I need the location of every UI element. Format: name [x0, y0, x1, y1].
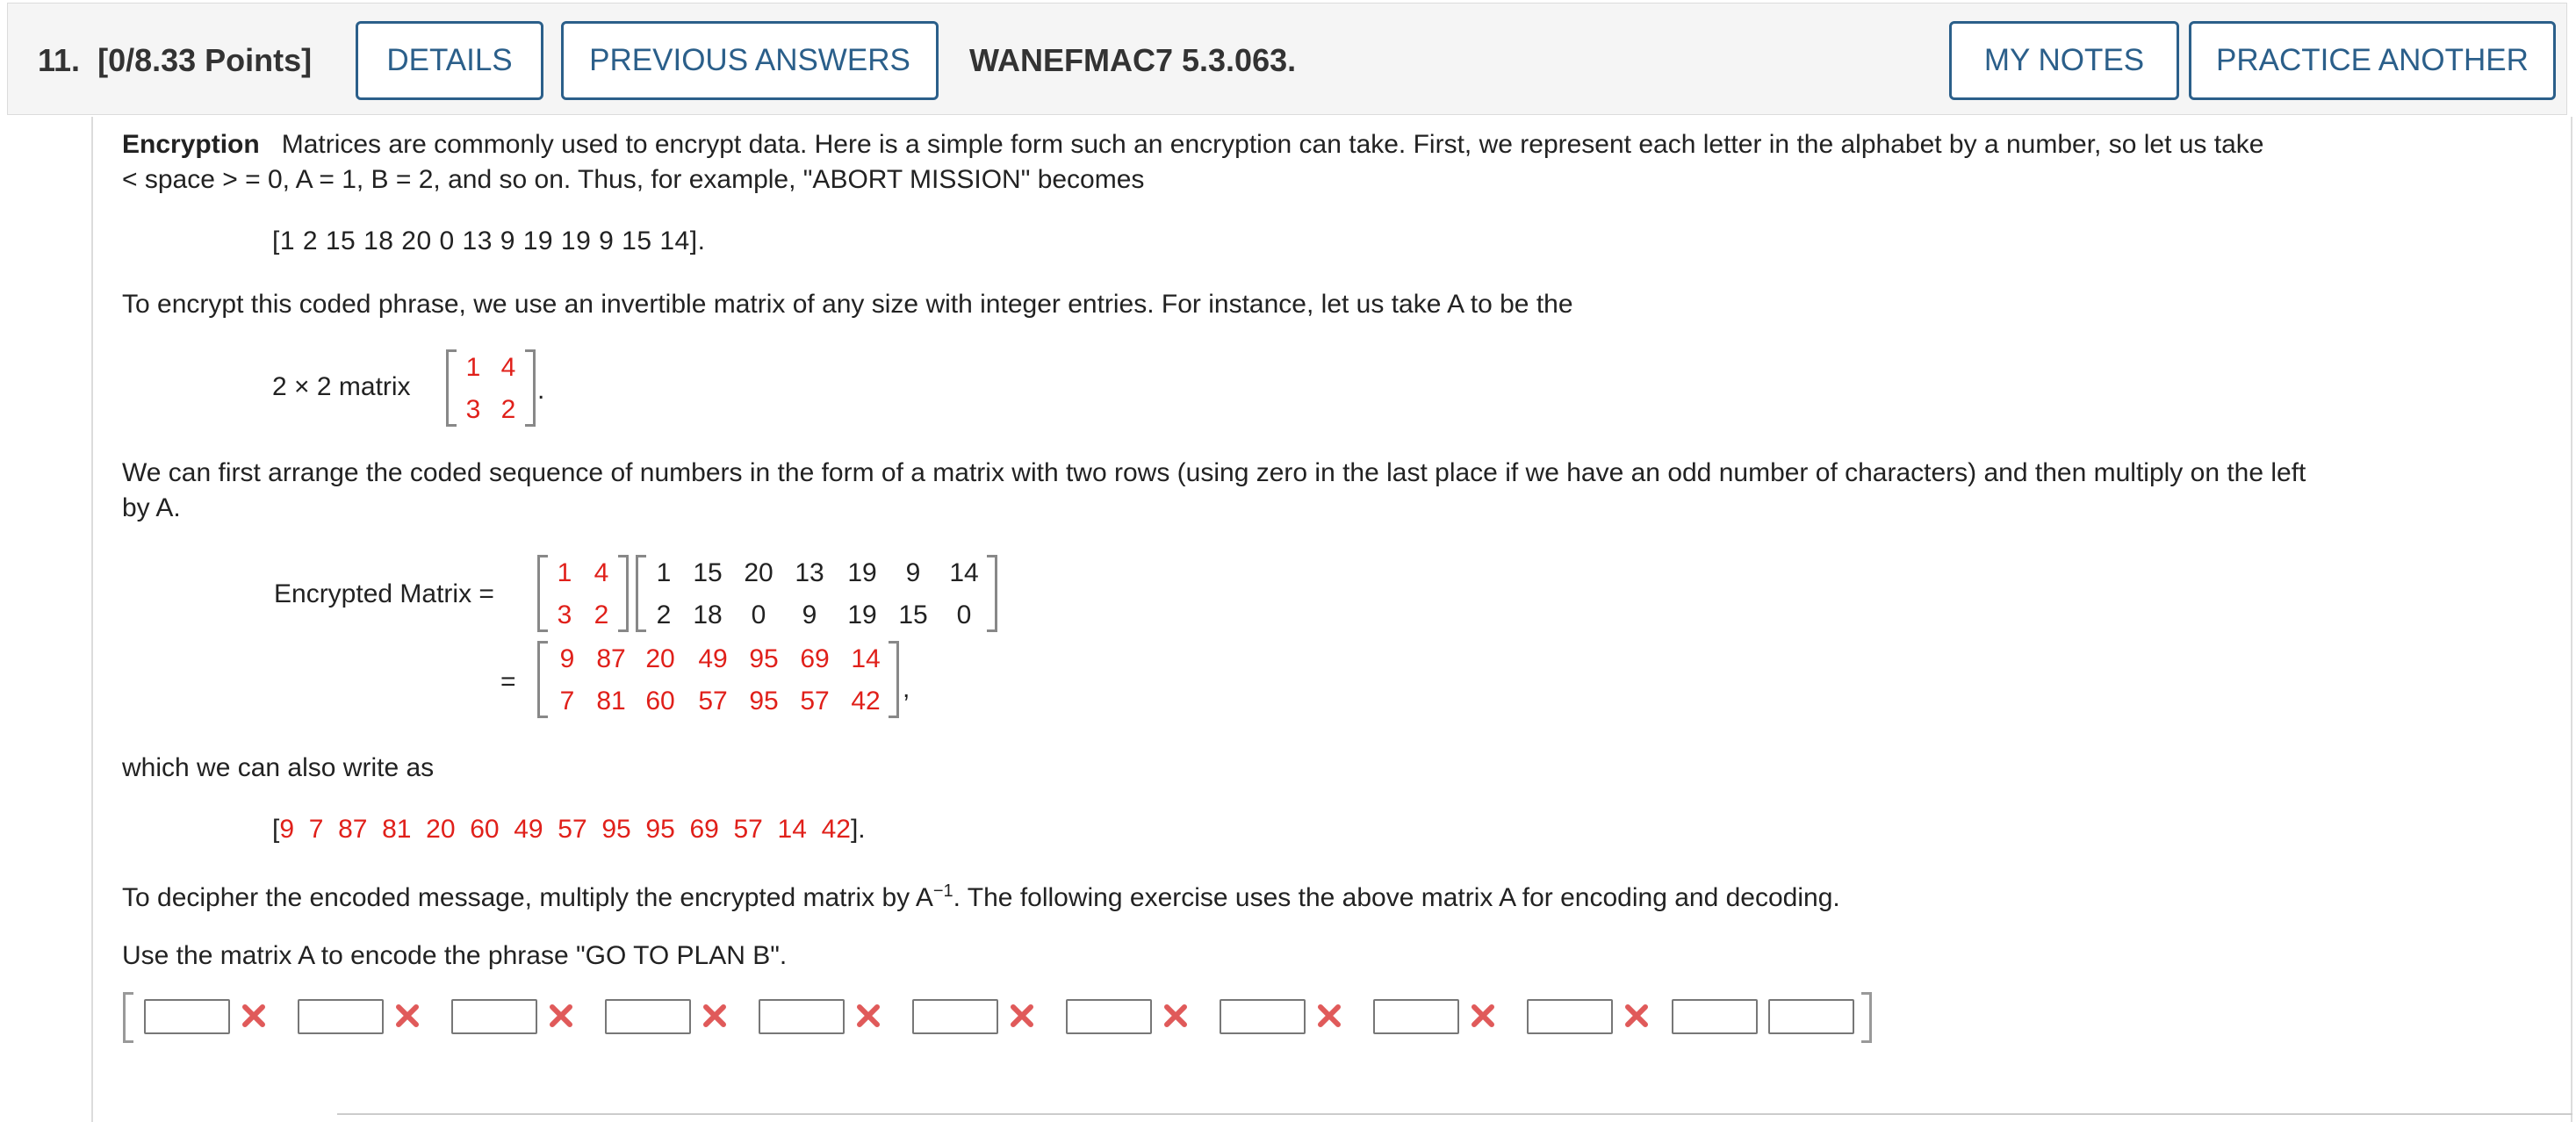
- matrix-a-left-bracket: [446, 349, 457, 427]
- answer-input-4[interactable]: [605, 999, 691, 1034]
- equals-sign: =: [500, 667, 516, 696]
- intro-title: Encryption: [122, 130, 260, 159]
- encoded-values: [279, 815, 851, 844]
- result-matrix-right-bracket: [889, 641, 899, 718]
- encrypt-sentence: To encrypt this coded phrase, we use an invertible matrix of any size with integer entries. For instance, let us take A to be the: [122, 290, 1573, 319]
- answer-input-8[interactable]: [1220, 999, 1306, 1034]
- intro-line-2: < space > = 0, A = 1, B = 2, and so on. Thus, for example, "ABORT MISSION" becomes: [122, 165, 1145, 194]
- encoded-value: 7: [308, 815, 324, 844]
- incorrect-x-icon: [1468, 1001, 1498, 1031]
- encrypt-a-cell: 3: [557, 601, 572, 629]
- answer-left-bracket: [123, 992, 133, 1043]
- matrix-a-cell: 4: [500, 353, 516, 382]
- answer-input-5[interactable]: [759, 999, 845, 1034]
- intro-text: Matrices are commonly used to encrypt data. Here is a simple form such an encryption can take. First, we represent each letter in the alphabet by a number, so let us take: [281, 130, 2264, 159]
- coded-matrix-cell: 20: [744, 558, 774, 587]
- answer-right-bracket: [1861, 992, 1872, 1043]
- encoded-value: 57: [733, 815, 763, 844]
- incorrect-x-icon: [853, 1001, 883, 1031]
- encoded-value: 95: [645, 815, 675, 844]
- answer-input-10[interactable]: [1527, 999, 1613, 1034]
- encoded-value: 87: [338, 815, 368, 844]
- question-number: 11.: [38, 42, 81, 78]
- incorrect-x-icon: [1161, 1001, 1191, 1031]
- encoded-value: 60: [470, 815, 500, 844]
- encrypt-a-right-bracket: [618, 555, 629, 632]
- question-header: [7, 3, 2567, 115]
- coded-matrix-cell: 14: [949, 558, 979, 587]
- incorrect-x-icon: [1007, 1001, 1037, 1031]
- answer-input-12[interactable]: [1768, 999, 1854, 1034]
- result-matrix-cell: 95: [749, 644, 779, 673]
- answer-input-1[interactable]: [144, 999, 230, 1034]
- encoded-value: 95: [601, 815, 631, 844]
- coded-matrix-cell: 15: [898, 601, 928, 629]
- bottom-divider: [337, 1113, 2572, 1115]
- also-write-sentence: which we can also write as: [122, 753, 435, 782]
- result-matrix-cell: 57: [800, 687, 830, 716]
- arrange-sentence-2: by A.: [122, 493, 181, 522]
- question-code: WANEFMAC7 5.3.063.: [969, 42, 1297, 78]
- practice-another-button[interactable]: PRACTICE ANOTHER: [2189, 21, 2556, 100]
- result-matrix-cell: 42: [851, 687, 881, 716]
- question-points: [0/8.33 Points]: [97, 42, 313, 78]
- coded-matrix-cell: 18: [693, 601, 723, 629]
- matrix-a-cell: 1: [465, 353, 481, 382]
- incorrect-x-icon: [700, 1001, 730, 1031]
- result-matrix-cell: 57: [698, 687, 728, 716]
- my-notes-button[interactable]: MY NOTES: [1949, 21, 2179, 100]
- intro-line-1: [122, 130, 2263, 160]
- encoded-value: 49: [514, 815, 543, 844]
- encoded-value: 20: [426, 815, 456, 844]
- encoded-value: 69: [689, 815, 719, 844]
- previous-answers-button[interactable]: PREVIOUS ANSWERS: [561, 21, 939, 100]
- coded-matrix-right-bracket: [987, 555, 997, 632]
- result-matrix-cell: 7: [559, 687, 575, 716]
- question-number-points: [38, 42, 312, 79]
- answer-input-2[interactable]: [298, 999, 384, 1034]
- incorrect-x-icon: [392, 1001, 422, 1031]
- decipher-sentence: To decipher the encoded message, multiply the encrypted matrix by $A^{-1}$. The following exercise uses the above matrix A for encoding and decoding.: [122, 881, 1840, 912]
- result-matrix-cell: 69: [800, 644, 830, 673]
- result-matrix-cell: 49: [698, 644, 728, 673]
- sequence-open-bracket: [: [272, 815, 280, 844]
- result-matrix-cell: 9: [559, 644, 575, 673]
- answer-input-6[interactable]: [912, 999, 998, 1034]
- encrypt-a-left-bracket: [537, 555, 548, 632]
- task-sentence: Use the matrix A to encode the phrase "GO TO PLAN B".: [122, 941, 788, 970]
- incorrect-x-icon: [1314, 1001, 1344, 1031]
- coded-matrix-cell: 13: [795, 558, 824, 587]
- coded-matrix-cell: 19: [847, 558, 877, 587]
- answer-input-9[interactable]: [1373, 999, 1459, 1034]
- coded-matrix-cell: 15: [693, 558, 723, 587]
- coded-matrix-cell: 2: [656, 601, 672, 629]
- encoded-sequence: [272, 815, 866, 845]
- result-matrix-cell: 14: [851, 644, 881, 673]
- inverse-superscript: −1: [932, 881, 953, 901]
- encoded-value: 57: [558, 815, 587, 844]
- matrix-label: 2 × 2 matrix: [272, 372, 411, 401]
- matrix-a-cell: 2: [500, 395, 516, 424]
- matrix-a-cell: 3: [465, 395, 481, 424]
- coded-matrix-cell: 9: [905, 558, 921, 587]
- arrange-sentence-1: We can first arrange the coded sequence of numbers in the form of a matrix with two rows (using zero in the last place if we have an odd number of characters) and then multiply on the left: [122, 458, 2306, 487]
- details-button[interactable]: DETAILS: [356, 21, 543, 100]
- encoded-value: 9: [279, 815, 295, 844]
- coded-sequence: [1 2 15 18 20 0 13 9 19 19 9 15 14].: [272, 227, 706, 255]
- coded-matrix-cell: 19: [847, 601, 877, 629]
- encrypt-a-cell: 1: [557, 558, 572, 587]
- encoded-value: 42: [821, 815, 851, 844]
- question-content: [91, 117, 2572, 1122]
- encrypted-matrix-label: Encrypted Matrix =: [274, 579, 494, 608]
- comma: ,: [903, 674, 910, 703]
- incorrect-x-icon: [546, 1001, 576, 1031]
- result-matrix-cell: 60: [645, 687, 675, 716]
- coded-matrix-cell: 0: [751, 601, 766, 629]
- encoded-value: 14: [777, 815, 807, 844]
- encoded-value: 81: [382, 815, 412, 844]
- coded-matrix-cell: 9: [802, 601, 817, 629]
- incorrect-x-icon: [239, 1001, 269, 1031]
- encrypt-a-cell: 2: [594, 601, 609, 629]
- result-matrix-cell: 95: [749, 687, 779, 716]
- result-matrix-cell: 20: [645, 644, 675, 673]
- coded-matrix-cell: 0: [956, 601, 972, 629]
- matrix-a-right-bracket: [525, 349, 536, 427]
- answer-input-3[interactable]: [451, 999, 537, 1034]
- answer-input-11[interactable]: [1672, 999, 1758, 1034]
- result-matrix-cell: 87: [596, 644, 626, 673]
- result-matrix-cell: 81: [596, 687, 626, 716]
- incorrect-x-icon: [1622, 1001, 1651, 1031]
- answer-input-7[interactable]: [1066, 999, 1152, 1034]
- period: .: [537, 376, 545, 405]
- encrypt-a-cell: 4: [594, 558, 609, 587]
- coded-matrix-cell: 1: [656, 558, 672, 587]
- sequence-close-bracket: ].: [850, 815, 866, 844]
